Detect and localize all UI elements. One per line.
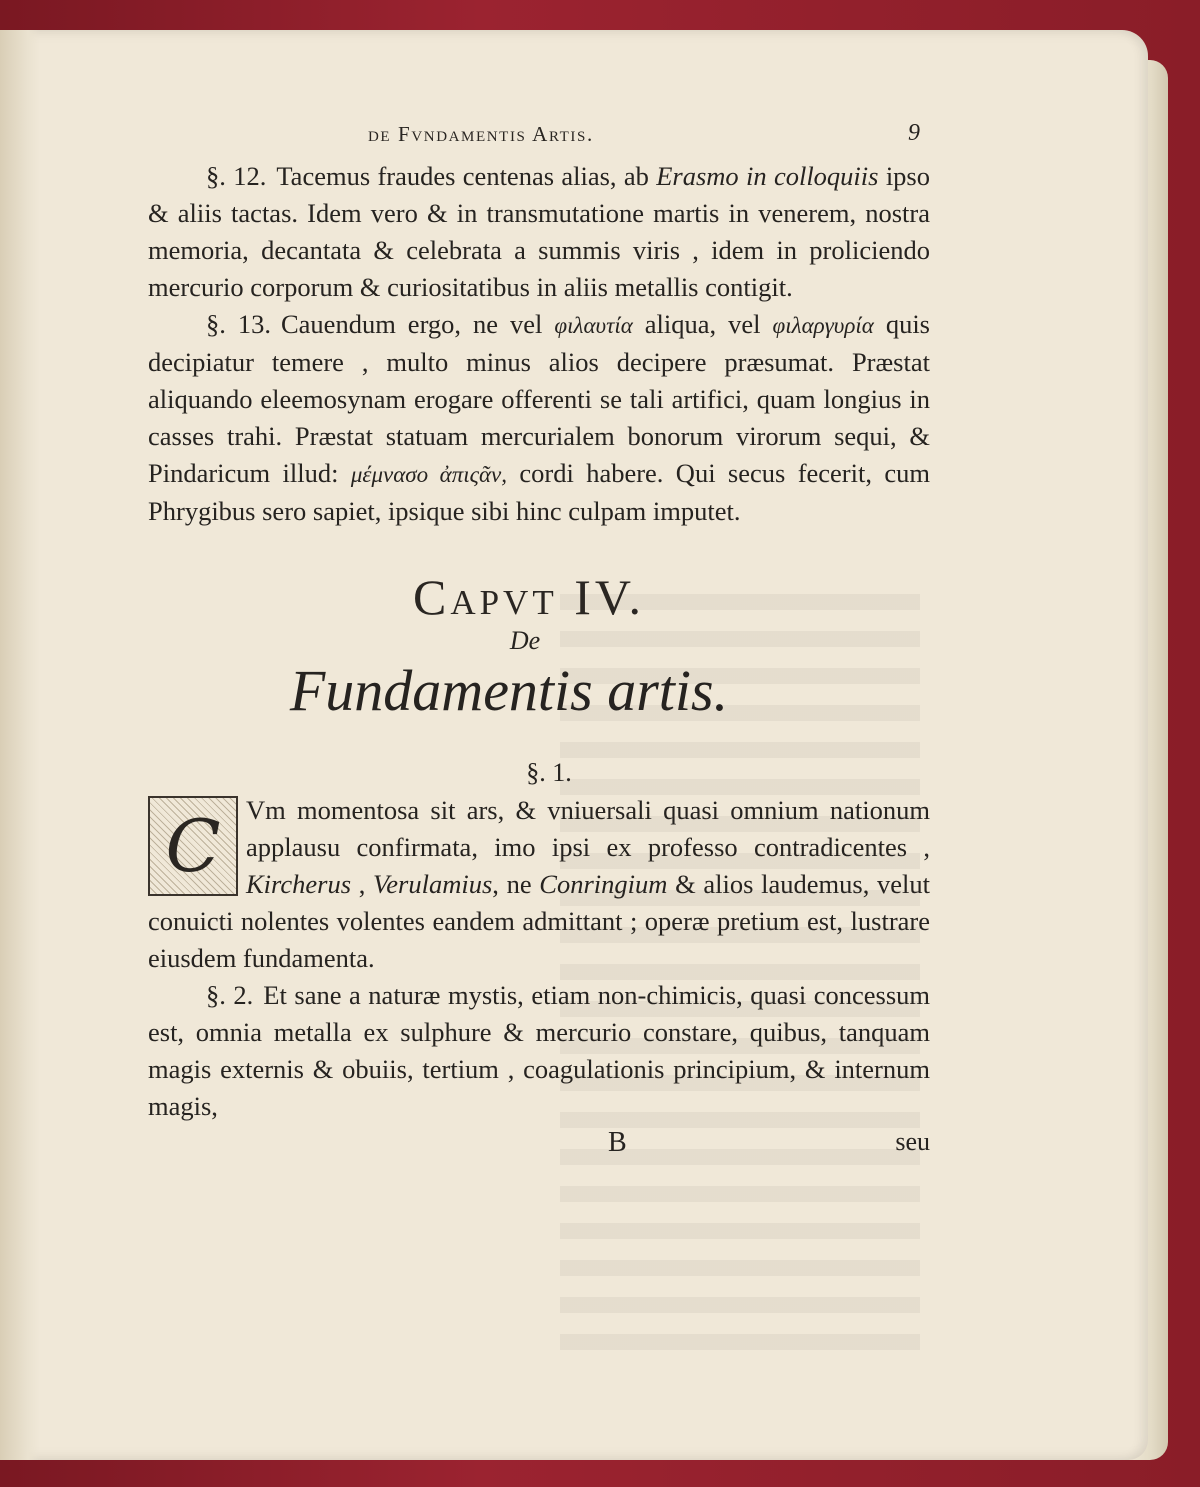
- chapter-title: Capvt IV.: [412, 569, 646, 625]
- decorated-initial-letter: C: [165, 803, 221, 888]
- page-content: [148, 118, 930, 1167]
- paragraph-1-text-c: , ne: [492, 869, 540, 899]
- paragraph-13-text-b: aliqua, vel: [632, 309, 773, 339]
- greek-phrase: μέμνασο ἀπιςᾶν,: [350, 462, 507, 487]
- section-1-heading: §. 1.: [526, 758, 572, 787]
- paragraph-1-text-a: Vm momentosa sit ars, & vniuersali quasi omnium nationum applausu confirmata, imo ipsi ex professo contradicentes ,: [246, 795, 930, 862]
- page-number: 9: [908, 120, 920, 146]
- chapter-subtitle: Fundamentis artis.: [289, 658, 729, 723]
- decorated-initial: [148, 796, 238, 896]
- greek-word-2: φιλαργυρία: [772, 313, 874, 338]
- signature-mark: B: [608, 1127, 627, 1158]
- section-number-13: §. 13.: [206, 309, 271, 339]
- paragraph-13-text-c: quis decipiatur temere , multo minus alios decipere præsumat. Præstat aliquando eleemosynam erogare offerenti se tali artifici, quam longius in casses trahi. Præstat statuam mercurialem bonorum virorum sequi, & Pindaricum illud:: [148, 309, 930, 488]
- name-kircherus: Kircherus: [246, 869, 352, 899]
- paragraph-1-text-b: ,: [351, 869, 374, 899]
- paragraph-2-text: Et sane a naturæ mystis, etiam non-chimicis, quasi concessum est, omnia metalla ex sulphure & mercurio constare, quibus, tanquam magis externis & obuiis, tertium , coagulationis principium, & internum magis,: [148, 980, 931, 1121]
- paragraph-13-text-d: cordi habere. Qui secus fecerit, cum Phrygibus sero sapiet, ipsique sibi hinc culpam imputet.: [148, 458, 930, 526]
- chapter-de: De: [509, 626, 541, 655]
- paragraph-13-text-a: Cauendum ergo, ne vel: [281, 309, 555, 339]
- paragraph-12-italic: Erasmo in colloquiis: [656, 161, 879, 191]
- page-gutter: [0, 30, 40, 1460]
- running-head: [148, 118, 930, 158]
- name-conringium: Conringium: [539, 869, 668, 899]
- paragraph-12: [148, 158, 930, 306]
- catchword: seu: [895, 1127, 930, 1156]
- paragraph-12-text-a: Tacemus fraudes centenas alias, ab: [276, 161, 657, 191]
- signature-line: [148, 1127, 930, 1167]
- paragraph-13: [148, 306, 930, 530]
- running-head-title: de Fvndamentis Artis.: [368, 122, 594, 146]
- paragraph-2: [148, 977, 930, 1125]
- greek-word-1: φιλαυτία: [554, 313, 633, 338]
- section-number-12: §. 12.: [206, 161, 267, 191]
- paragraph-1-text-d: & alios laudemus, velut conuicti nolentes volentes eandem admittant ; operæ pretium est, lustrare eiusdem fundamenta.: [148, 869, 930, 973]
- name-verulamius: Verulamius: [373, 869, 493, 899]
- section-number-2: §. 2.: [206, 980, 254, 1010]
- paragraph-12-text-b: ipso & aliis tactas. Idem vero & in transmutatione martis in venerem, nostra memoria, decantata & celebrata a summis viris , idem in proliciendo mercurio corporum & curiositatibus in aliis metallis contigit.: [148, 161, 930, 302]
- paragraph-1: [148, 792, 930, 977]
